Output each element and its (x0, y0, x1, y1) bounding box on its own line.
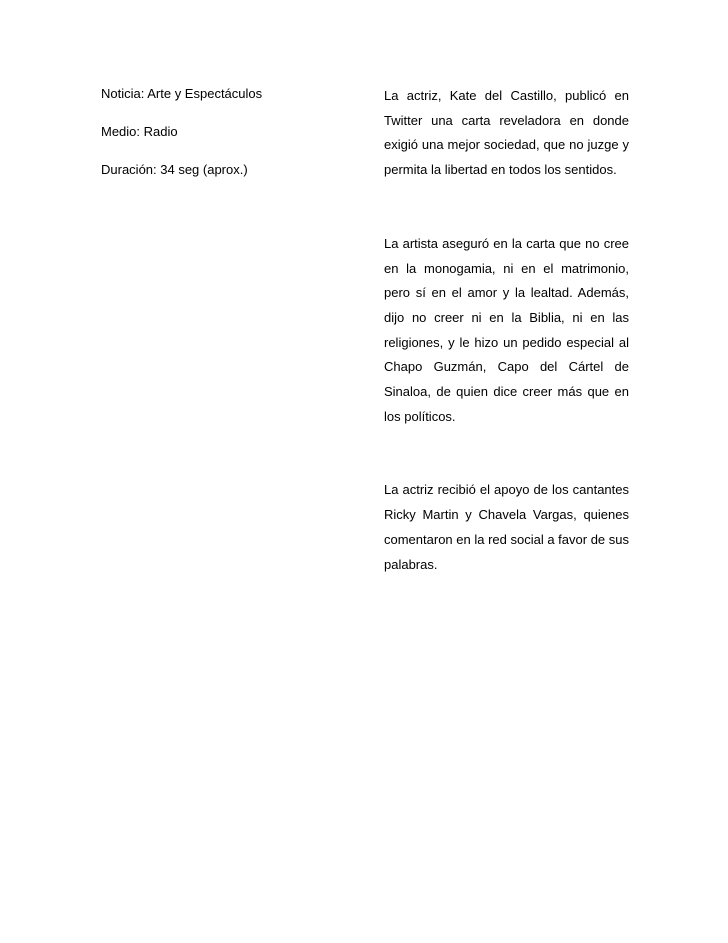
script-paragraph-2: La artista aseguró en la carta que no cree en la monogamia, ni en el matrimonio, pero sí en el amor y la lealtad. Además, dijo no creer ni en la Biblia, ni en las religiones, y le hizo un pedido especial al Chapo Guzmán, Capo del Cártel de Sinaloa, de quien dice creer más que en los políticos. (384, 235, 629, 424)
script-paragraph-3: La actriz recibió el apoyo de los cantantes Ricky Martin y Chavela Vargas, quienes comentaron en la red social a favor de sus palabras. (384, 482, 629, 572)
script-paragraph-1: La actriz, Kate del Castillo, publicó en Twitter una carta reveladora en donde exigió una mejor sociedad, que no juzge y permita la libertad en todos los sentidos. (384, 88, 629, 178)
news-category: Noticia: Arte y Espectáculos (101, 86, 263, 101)
news-metadata (101, 84, 331, 198)
news-script (384, 84, 629, 577)
news-medium: Medio: Radio (101, 124, 178, 139)
news-duration: Duración: 34 seg (aprox.) (101, 162, 248, 177)
